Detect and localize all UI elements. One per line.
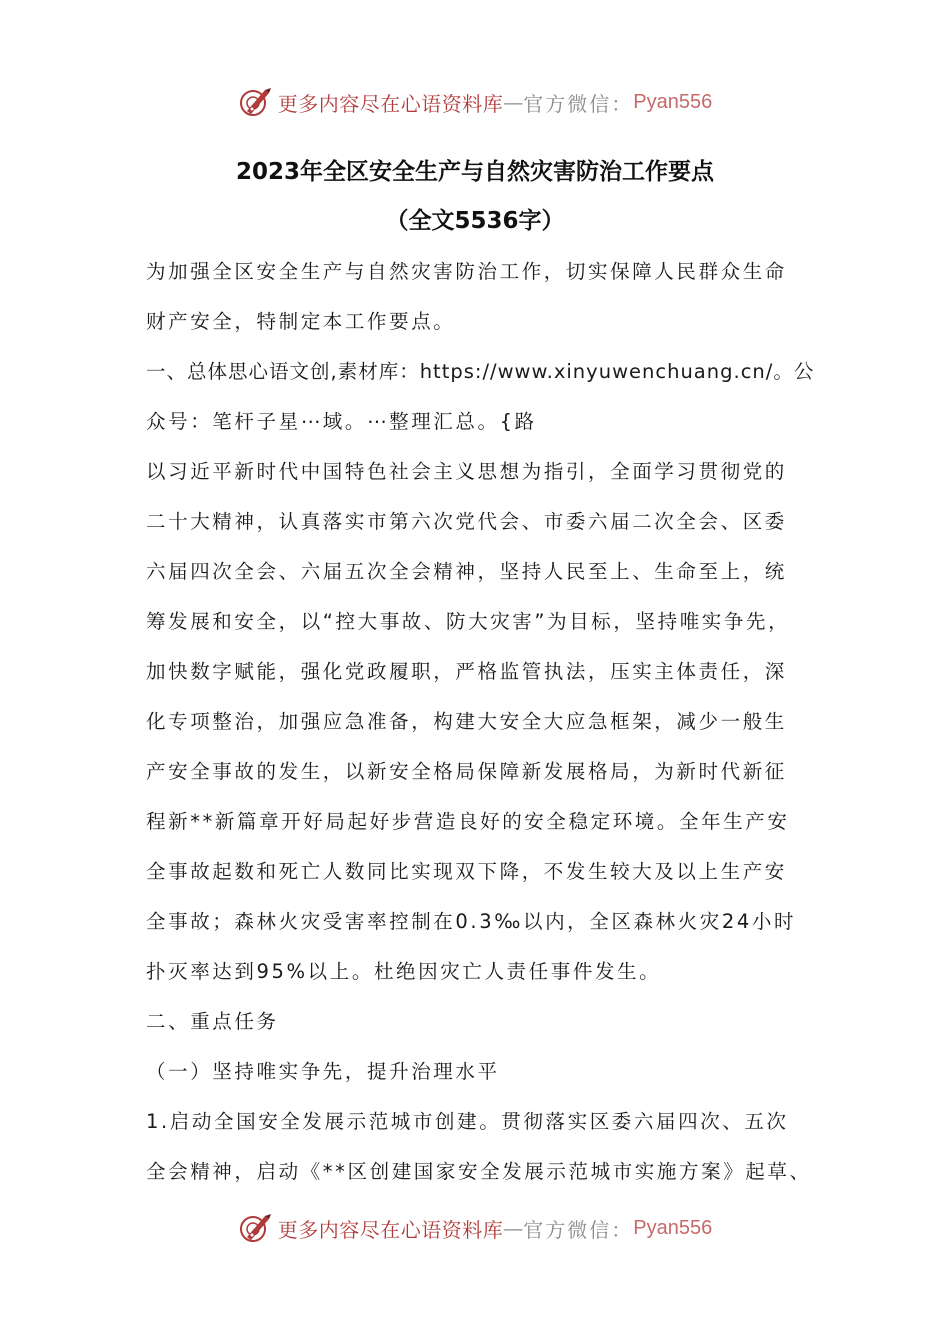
body-line: 全事故起数和死亡人数同比实现双下降，不发生较大及以上生产安 <box>146 860 787 883</box>
pen-nib-logo-icon <box>238 1211 272 1245</box>
watermark-banner-top <box>0 82 950 122</box>
document-body <box>146 247 818 1197</box>
document-subtitle: （全文5536字） <box>385 208 565 234</box>
body-line: 化专项整治，加强应急准备，构建大安全大应急框架，减少一般生 <box>146 710 787 733</box>
watermark-contact-id: Pyan556 <box>633 1216 713 1239</box>
watermark-separator: — <box>503 1216 524 1240</box>
document-title: 2023年全区安全生产与自然灾害防治工作要点 <box>235 159 714 185</box>
body-line: 二十大精神，认真落实市第六次党代会、市委六届二次全会、区委 <box>146 510 787 533</box>
body-line: 全事故；森林火灾受害率控制在0.3‰以内，全区森林火灾24小时 <box>146 910 797 933</box>
pen-nib-logo-icon <box>238 85 272 119</box>
body-line: 产安全事故的发生，以新安全格局保障新发展格局，为新时代新征 <box>146 760 787 783</box>
watermark-text: 更多内容尽在心语资料库 <box>277 1217 504 1242</box>
body-line: 一、总体思心语文创,素材库：https://www.xinyuwenchuang.cn/。公 <box>146 360 815 383</box>
body-line: 众号：笔杆子星⋯域。⋯整理汇总。{路 <box>146 410 537 433</box>
body-line: 财产安全，特制定本工作要点。 <box>146 310 456 333</box>
watermark-text: 更多内容尽在心语资料库 <box>277 91 504 116</box>
body-line: 以习近平新时代中国特色社会主义思想为指引，全面学习贯彻党的 <box>146 460 787 483</box>
body-line: 程新**新篇章开好局起好步营造良好的安全稳定环境。全年生产安 <box>146 810 790 833</box>
body-line: 全会精神，启动《**区创建国家安全发展示范城市实施方案》起草、 <box>146 1160 812 1183</box>
body-line: 扑灭率达到95%以上。杜绝因灾亡人责任事件发生。 <box>146 960 662 983</box>
watermark-banner-bottom <box>0 1208 950 1248</box>
body-line: 1.启动全国安全发展示范城市创建。贯彻落实区委六届四次、五次 <box>146 1110 789 1133</box>
watermark-contact-label: 官方微信： <box>523 91 634 116</box>
body-line: 为加强全区安全生产与自然灾害防治工作，切实保障人民群众生命 <box>146 260 787 283</box>
section-heading: 二、重点任务 <box>146 1010 279 1033</box>
body-line: 加快数字赋能，强化党政履职，严格监管执法，压实主体责任，深 <box>146 660 787 683</box>
watermark-contact-label: 官方微信： <box>523 1217 634 1242</box>
watermark-contact-id: Pyan556 <box>633 90 713 113</box>
body-line: 六届四次全会、六届五次全会精神，坚持人民至上、生命至上，统 <box>146 560 787 583</box>
watermark-separator: — <box>503 90 524 114</box>
body-line: 筹发展和安全，以“控大事故、防大灾害”为目标，坚持唯实争先， <box>146 610 791 633</box>
subsection-heading: （一）坚持唯实争先，提升治理水平 <box>146 1060 500 1083</box>
